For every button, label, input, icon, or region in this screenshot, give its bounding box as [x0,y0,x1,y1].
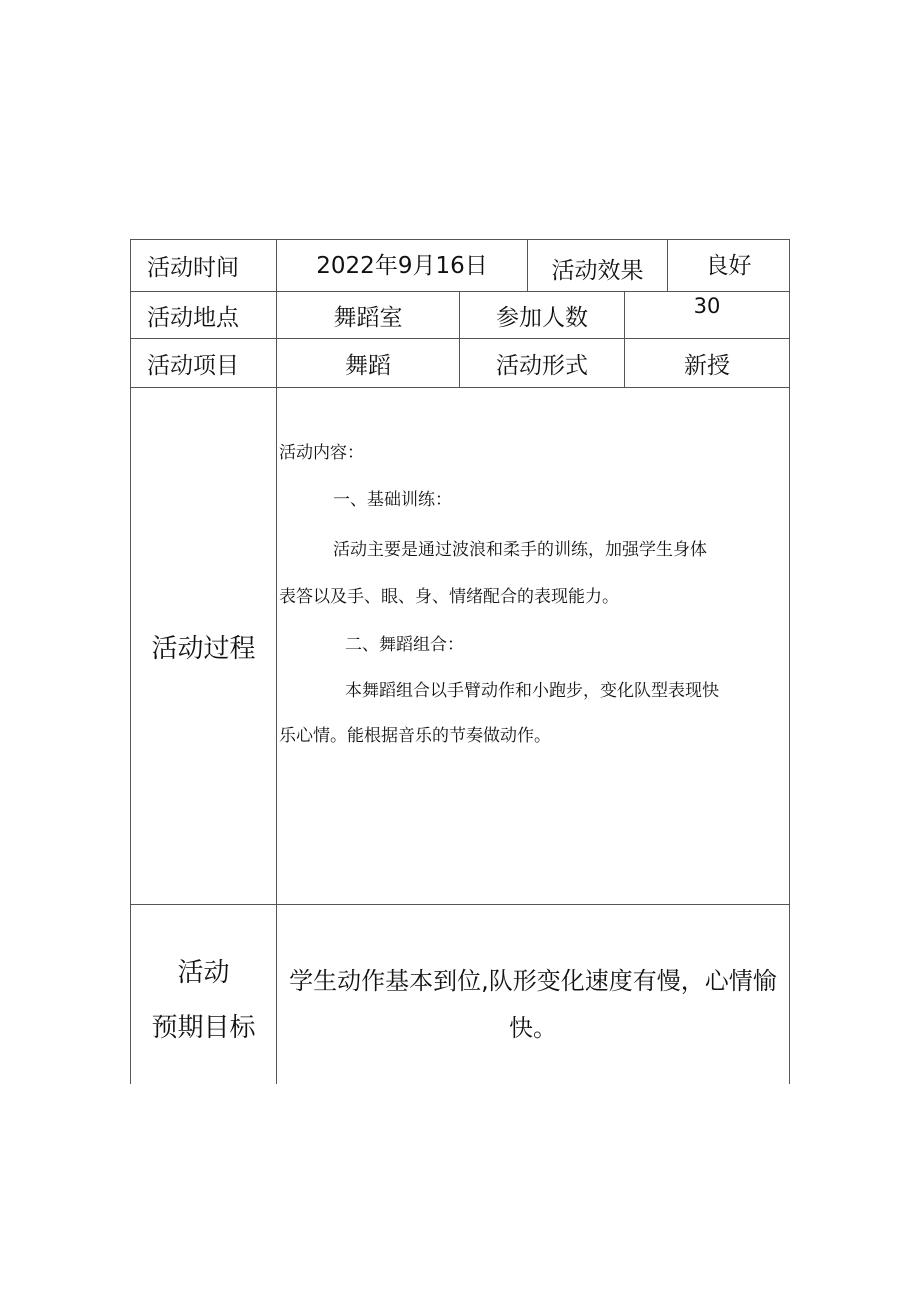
goal-label-line2: 预期目标 [151,1012,256,1043]
item-label: 活动项目 [147,352,239,379]
time-label: 活动时间 [147,255,239,281]
item-value: 舞蹈 [345,352,391,379]
section2-title: 二、舞蹈组合： [345,635,464,655]
form-value: 新授 [684,352,730,379]
section2-line1: 本舞蹈组合以手臂动作和小跑步，变化队型表现快 [345,681,719,701]
section1-line2: 表答以及手、眼、身、情绪配合的表现能力。 [279,587,619,607]
effect-value: 良好 [705,252,752,279]
process-label: 活动过程 [151,633,256,664]
section2-line2: 乐心情。能根据音乐的节奏做动作。 [279,726,551,746]
goal-label-line1: 活动 [177,957,230,988]
goal-line1: 学生动作基本到位,队形变化速度有慢，心情愉 [289,966,777,995]
effect-label: 活动效果 [551,258,644,284]
participants-value: 30 [693,294,721,318]
time-value: 2022年9月16日 [316,252,488,279]
section1-title: 一、基础训练： [333,490,452,510]
place-value: 舞蹈室 [333,304,403,331]
form-label: 活动形式 [496,352,588,379]
row-divider [130,904,790,905]
goal-line2: 快。 [509,1013,557,1042]
process-intro: 活动内容： [279,443,364,463]
participants-label: 参加人数 [496,304,588,331]
place-label: 活动地点 [147,304,239,331]
section1-line1: 活动主要是通过波浪和柔手的训练，加强学生身体 [333,540,707,560]
table-right-border [789,239,790,1084]
